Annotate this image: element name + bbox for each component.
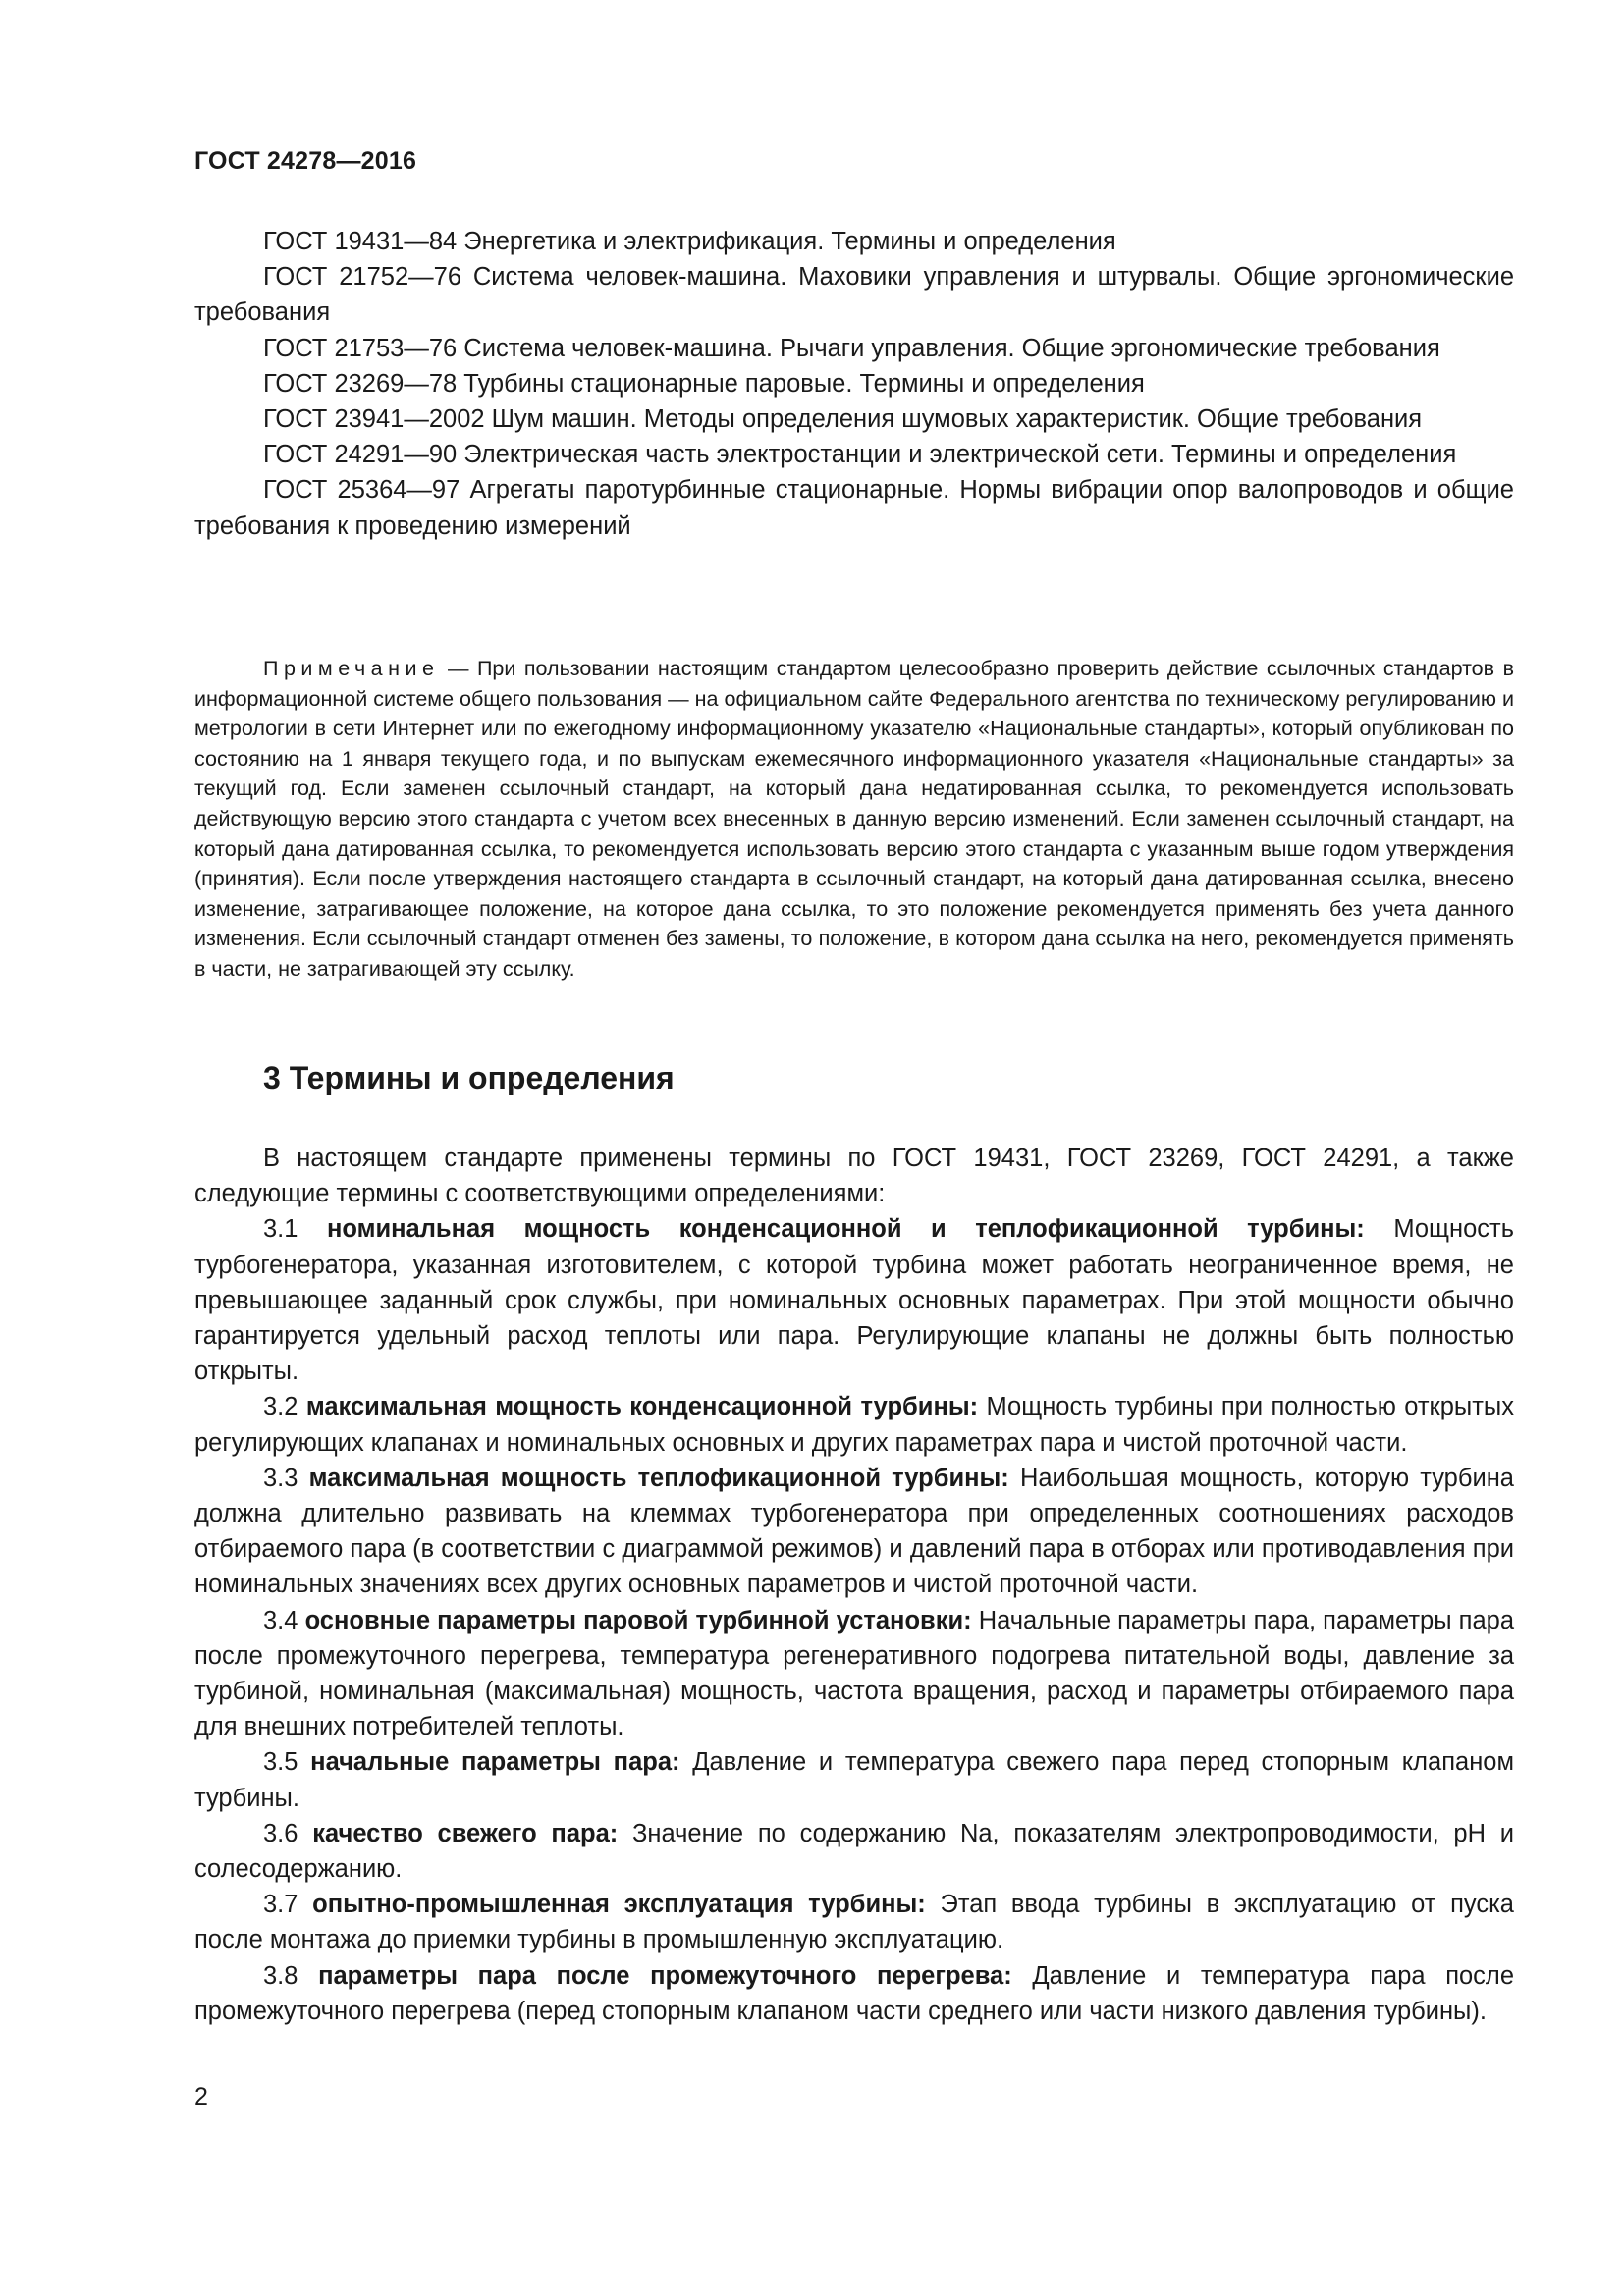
- term-entry: [194, 1389, 1514, 1460]
- term-name: максимальная мощность конденсационной турбины:: [305, 1393, 979, 1421]
- reference-item: ГОСТ 21753—76 Система человек-машина. Рычаги управления. Общие эргономические требования: [263, 334, 1440, 362]
- term-number: 3.6: [263, 1819, 313, 1847]
- reference-item: ГОСТ 25364—97 Агрегаты паротурбинные стационарные. Нормы вибрации опор валопроводов и общие требования к проведению измерений: [194, 476, 1514, 540]
- term-entry: [194, 1887, 1514, 1957]
- term-definition: Наибольшая мощность, которую турбина должна длительно развивать на клеммах турбогенератора при определенных соотношениях расходов отбираемого пара (в соответствии с диаграммой режимов) и давлений пара в отборах или противодавления при номинальных значениях всех других основных параметров и чистой проточной части.: [194, 1464, 1514, 1599]
- term-number: 3.7: [263, 1891, 313, 1919]
- term-definition: Давление и температура пара после промежуточного перегрева (перед стопорным клапаном части среднего или части низкого давления турбины).: [194, 1961, 1514, 2025]
- term-entry: [194, 1958, 1514, 2029]
- standard-code-header: ГОСТ 24278—2016: [194, 147, 417, 175]
- term-entry: [194, 1603, 1514, 1745]
- terms-list: [194, 1141, 1514, 2029]
- note-text: — При пользовании настоящим стандартом целесообразно проверить действие ссылочных стандартов в информационной системе общего пользования — на официальном сайте Федерального агентства по техническому регулированию и метрологии в сети Интернет или по ежегодному информационному указателю «Национальные стандарты», который опубликован по состоянию на 1 января текущего года, и по выпускам ежемесячного информационного указателя «Национальные стандарты» за текущий год. Если заменен ссылочный стандарт, на который дана недатированная ссылка, то рекомендуется использовать действующую версию этого стандарта с учетом всех внесенных в данную версию изменений. Если заменен ссылочный стандарт, на который дана датированная ссылка, то рекомендуется использовать версию этого стандарта с указанным выше годом утверждения (принятия). Если после утверждения настоящего стандарта в ссылочный стандарт, на который дана датированная ссылка, внесено изменение, затрагивающее положение, на которое дана ссылка, то это положение рекомендуется применять без учета данного изменения. Если ссылочный стандарт отменен без замены, то положение, в котором дана ссылка на него, рекомендуется применять в части, не затрагивающей эту ссылку.: [194, 657, 1514, 981]
- term-number: 3.2: [263, 1393, 306, 1421]
- reference-item: ГОСТ 21752—76 Система человек-машина. Маховики управления и штурвалы. Общие эргономические требования: [194, 263, 1514, 327]
- term-name: опытно-промышленная эксплуатация турбины:: [312, 1891, 926, 1919]
- reference-item: ГОСТ 23269—78 Турбины стационарные паровые. Термины и определения: [263, 369, 1145, 398]
- reference-item: ГОСТ 24291—90 Электрическая часть электростанции и электрической сети. Термины и определения: [263, 441, 1457, 469]
- term-definition: Начальные параметры пара, параметры пара после промежуточного перегрева, температура регенеративного подогрева питательной воды, давление за турбиной, номинальная (максимальная) мощность, частота вращения, расход и параметры отбираемого пара для внешних потребителей теплоты.: [194, 1606, 1515, 1741]
- term-definition: Значение по содержанию Na, показателям электропроводимости, pH и солесодержанию.: [194, 1819, 1515, 1884]
- note-label: Примечание: [263, 657, 440, 680]
- term-definition: Этап ввода турбины в эксплуатацию от пуска после монтажа до приемки турбины в промышленную эксплуатацию.: [194, 1891, 1514, 1954]
- term-definition: Мощность турбогенератора, указанная изготовителем, с которой турбина может работать неограниченное время, не превышающее заданный срок службы, при номинальных основных параметрах. При этой мощности обычно гарантируется удельный расход теплоты или пара. Регулирующие клапаны не должны быть полностью открыты.: [194, 1215, 1514, 1386]
- term-number: 3.4: [263, 1606, 305, 1634]
- term-name: параметры пара после промежуточного перегрева:: [318, 1961, 1012, 1990]
- term-number: 3.8: [263, 1961, 319, 1990]
- term-entry: [194, 1816, 1514, 1887]
- term-name: основные параметры паровой турбинной установки:: [304, 1606, 972, 1634]
- term-name: максимальная мощность теплофикационной турбины:: [308, 1464, 1009, 1492]
- term-entry: [194, 1461, 1514, 1603]
- term-definition: Мощность турбины при полностью открытых регулирующих клапанах и номинальных основных и других параметрах пара и чистой проточной части.: [194, 1393, 1514, 1457]
- section-intro: В настоящем стандарте применены термины по ГОСТ 19431, ГОСТ 23269, ГОСТ 24291, а также следующие термины с соответствующими определениями:: [194, 1145, 1514, 1208]
- term-name: начальные параметры пара:: [310, 1748, 680, 1777]
- term-name: номинальная мощность конденсационной и теплофикационной турбины:: [326, 1215, 1365, 1244]
- term-entry: [194, 1211, 1514, 1389]
- normative-references-list: [194, 224, 1514, 544]
- term-number: 3.5: [263, 1748, 311, 1777]
- reference-item: ГОСТ 19431—84 Энергетика и электрификация. Термины и определения: [263, 228, 1116, 255]
- term-entry: [194, 1744, 1514, 1815]
- page-number: 2: [194, 2083, 208, 2110]
- section-title: 3 Термины и определения: [263, 1060, 675, 1095]
- term-number: 3.3: [263, 1464, 309, 1492]
- term-definition: Давление и температура свежего пара перед стопорным клапаном турбины.: [194, 1748, 1514, 1812]
- reference-item: ГОСТ 23941—2002 Шум машин. Методы определения шумовых характеристик. Общие требования: [263, 405, 1423, 434]
- term-number: 3.1: [263, 1215, 327, 1244]
- note-paragraph: [194, 654, 1514, 985]
- term-name: качество свежего пара:: [312, 1819, 619, 1847]
